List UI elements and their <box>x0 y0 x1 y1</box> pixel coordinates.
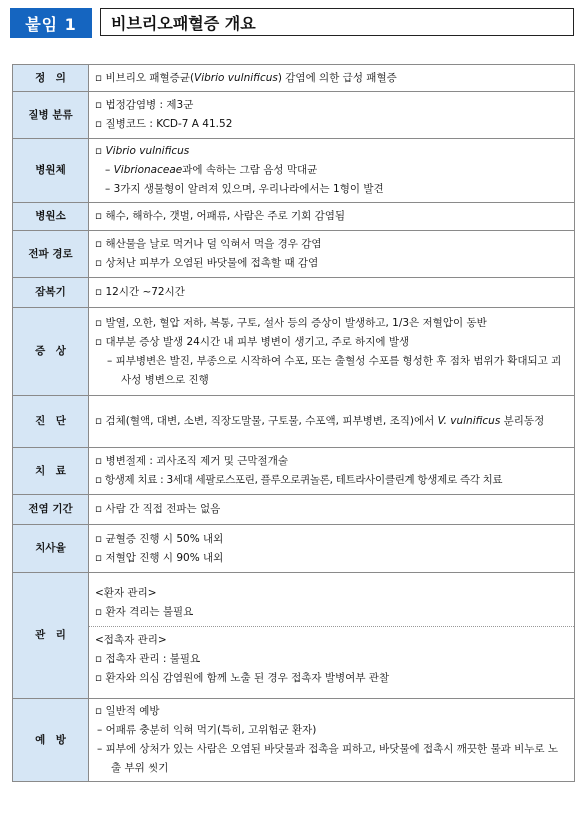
definition-text: ▫ 비브리오 패혈증균(Vibrio vulnificus) 감염에 의한 급성 패혈증 <box>95 71 397 84</box>
bullet-icon: ▫ <box>95 532 103 545</box>
dash-icon: – <box>107 354 113 367</box>
row-label: 질병 분류 <box>13 92 89 139</box>
bullet-icon: ▫ <box>95 551 103 564</box>
bullet-icon: ▫ <box>95 71 103 84</box>
bullet-icon: ▫ <box>95 652 103 665</box>
page-title: 비브리오패혈증 개요 <box>100 8 574 36</box>
row-label: 병원체 <box>13 139 89 203</box>
overview-table <box>12 64 575 782</box>
pathogen-name: Vibrio vulnificus <box>105 145 190 157</box>
row-label: 전염 기간 <box>13 495 89 525</box>
row-diagnosis: 진 단 ▫ 검체(혈액, 대변, 소변, 직장도말물, 구토물, 수포액, 피부병변, 조직)에서 V. vulnificus 분리동정 <box>13 396 575 448</box>
bullet-icon: ▫ <box>95 257 103 269</box>
bullet-icon: ▫ <box>95 455 103 467</box>
row-label: 치사율 <box>13 525 89 573</box>
row-symptoms: 증 상 ▫ 발열, 오한, 혈압 저하, 복통, 구토, 설사 등의 증상이 발생하고, 1/3은 저혈압이 동반 ▫ 대부분 증상 발생 24시간 내 피부 병변이 생기고, 주로 하지에 발생 – 피부병변은 발진, 부종으로 시작하여 수포, 또는 출혈성 수포를 형성한 후 점차 범위가 확대되고 괴사성 병변으로 진행 <box>13 308 575 396</box>
row-source: 병원소 ▫ 해수, 해하수, 갯벌, 어패류, 사람은 주로 기회 감염됨 <box>13 203 575 231</box>
row-pathogen: 병원체 ▫ Vibrio vulnificus – Vibrionaceae과에 속하는 그람 음성 막대균 – 3가지 생물형이 알려져 있으며, 우리나라에서는 1형이 발견 <box>13 139 575 203</box>
bullet-icon: ▫ <box>95 605 103 618</box>
row-classification <box>13 92 575 139</box>
bullet-icon: ▫ <box>95 118 103 130</box>
contact-management: <접촉자 관리> ▫ 접촉자 관리 : 불필요 ▫ 환자와 의심 감염원에 함께 노출 된 경우 접촉자 발병여부 관찰 <box>89 626 574 692</box>
header <box>10 8 576 38</box>
row-mortality: 치사율 ▫ 균혈증 진행 시 50% 내외 ▫ 저혈압 진행 시 90% 내외 <box>13 525 575 573</box>
row-label: 치 료 <box>13 448 89 495</box>
bullet-icon: ▫ <box>95 99 103 111</box>
classification-law: 법정감염병 : 제3군 <box>105 99 194 111</box>
row-label: 관 리 <box>13 573 89 699</box>
dash-icon: – <box>105 164 111 176</box>
classification-code: 질병코드 : KCD-7 A 41.52 <box>105 118 233 130</box>
row-definition <box>13 65 575 92</box>
bullet-icon: ▫ <box>95 474 102 486</box>
attachment-badge: 붙임 1 <box>10 8 92 38</box>
row-label: 잠복기 <box>13 278 89 308</box>
bullet-icon: ▫ <box>95 503 103 515</box>
bullet-icon: ▫ <box>95 286 103 298</box>
bullet-icon: ▫ <box>95 210 103 222</box>
row-contagion: 전염 기간 ▫ 사람 간 직접 전파는 없음 <box>13 495 575 525</box>
bullet-icon: ▫ <box>95 335 103 348</box>
row-transmission: 전파 경로 ▫ 해산물을 날로 먹거나 덜 익혀서 먹을 경우 감염 ▫ 상처난 피부가 오염된 바닷물에 접촉할 때 감염 <box>13 231 575 278</box>
row-management <box>13 573 575 699</box>
bullet-icon: ▫ <box>95 415 103 427</box>
row-label: 예 방 <box>13 699 89 782</box>
dash-icon: – <box>105 183 111 195</box>
row-label: 병원소 <box>13 203 89 231</box>
dash-icon: – <box>97 743 103 755</box>
bullet-icon: ▫ <box>95 705 103 717</box>
bullet-icon: ▫ <box>95 238 103 250</box>
bullet-icon: ▫ <box>95 145 103 157</box>
row-label: 진 단 <box>13 396 89 448</box>
row-label: 전파 경로 <box>13 231 89 278</box>
row-incubation: 잠복기 ▫ 12시간 ~72시간 <box>13 278 575 308</box>
bullet-icon: ▫ <box>95 671 103 684</box>
row-label: 증 상 <box>13 308 89 396</box>
row-prevention: 예 방 ▫ 일반적 예방 – 어패류 충분히 익혀 먹기(특히, 고위험군 환자) – 피부에 상처가 있는 사람은 오염된 바닷물과 접촉을 피하고, 바닷물에 접촉시 깨끗한 물과 비누로 노출 부위 씻기 <box>13 699 575 782</box>
patient-management: <환자 관리> ▫ 환자 격리는 불필요 <box>95 586 194 618</box>
row-label: 정 의 <box>13 65 89 92</box>
dash-icon: – <box>97 724 103 736</box>
row-treatment: 치 료 ▫ 병변절제 : 괴사조직 제거 및 근막절개술 ▫ 항생제 치료 : 3세대 세팔로스포린, 플루오로퀴놀론, 테트라사이클린계 항생제로 즉각 치료 <box>13 448 575 495</box>
bullet-icon: ▫ <box>95 316 103 329</box>
